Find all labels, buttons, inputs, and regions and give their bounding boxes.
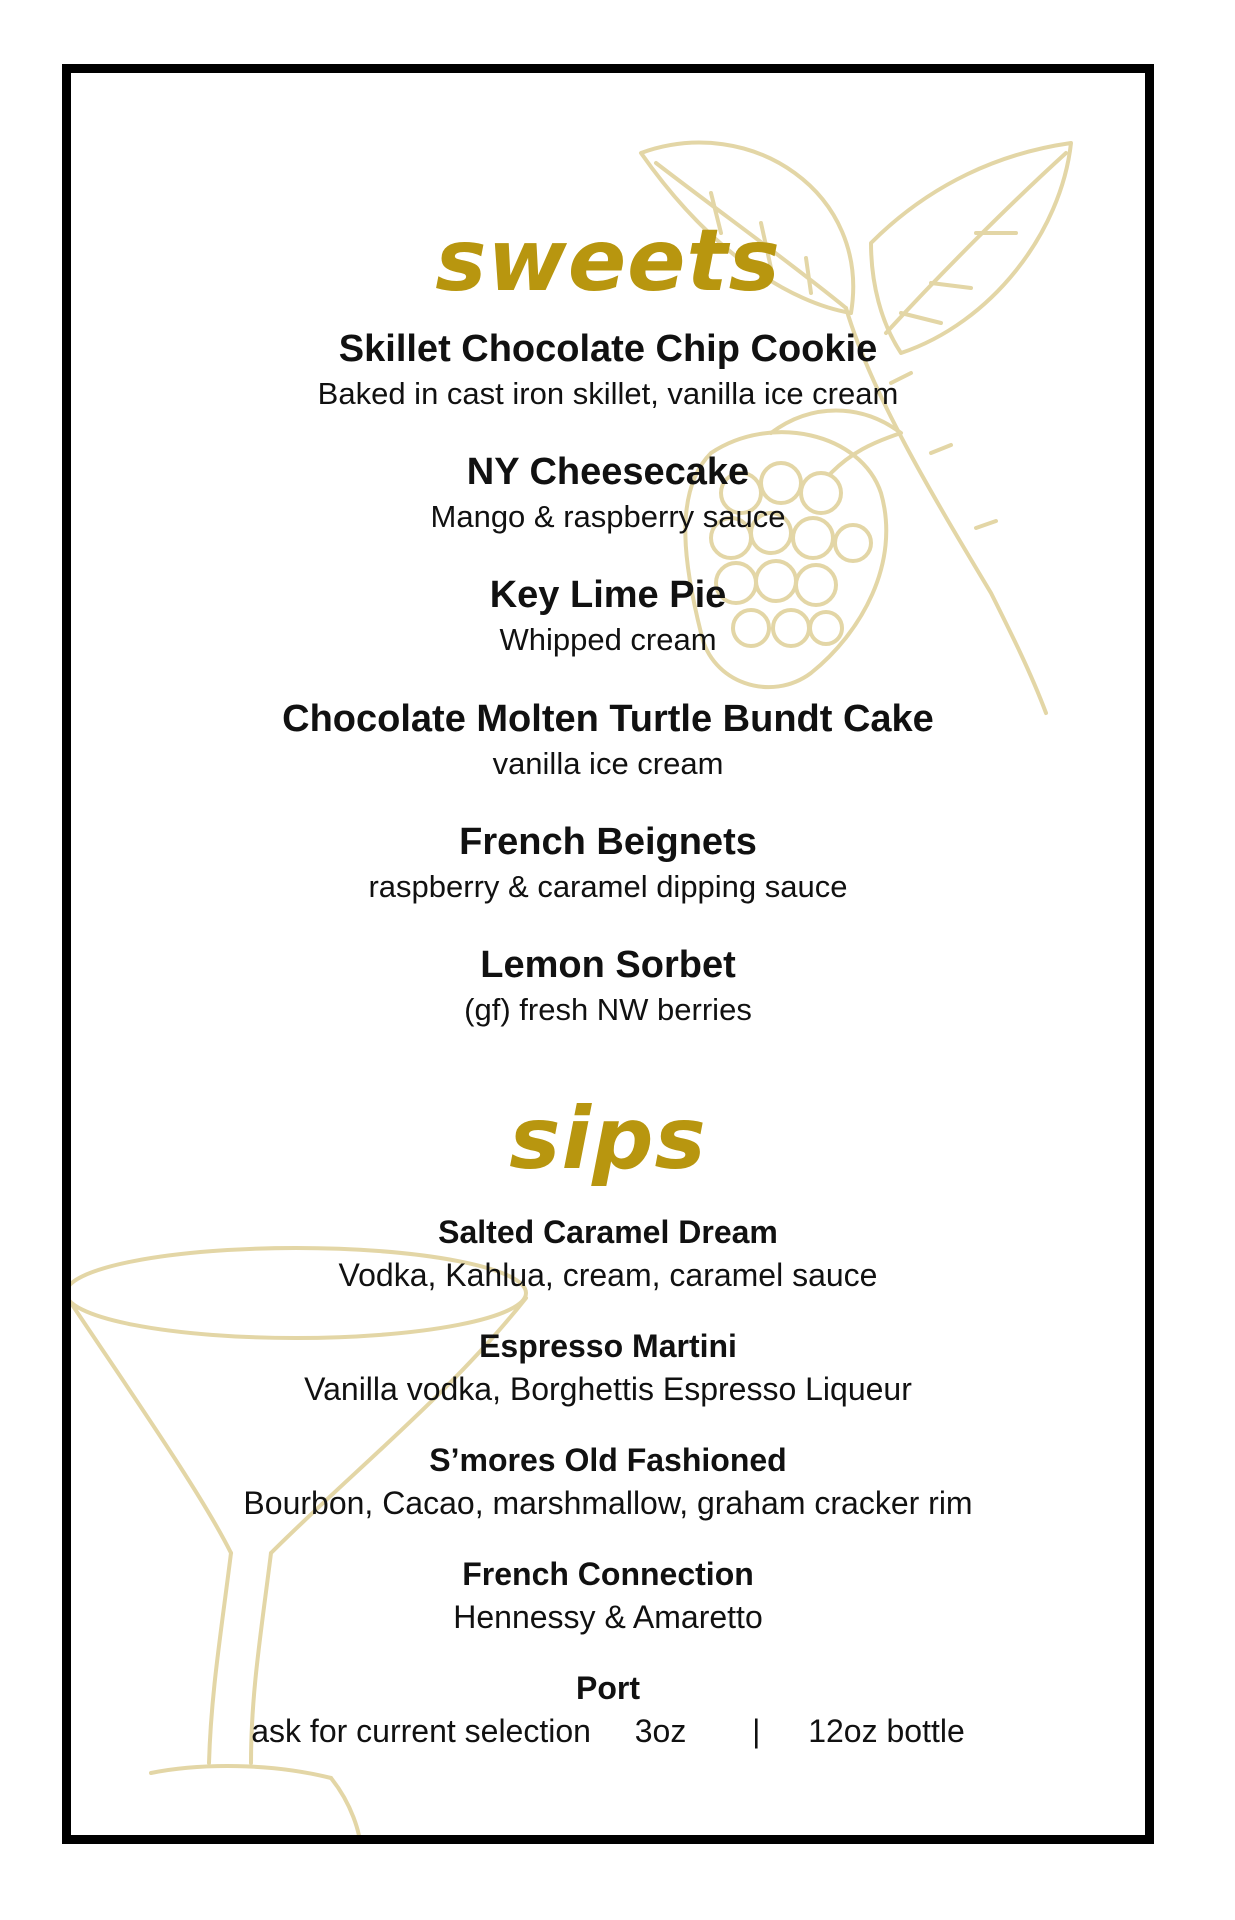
- item-description: vanilla ice cream: [492, 746, 724, 781]
- port-separator: |: [752, 1713, 761, 1749]
- item-description: Vanilla vodka, Borghettis Espresso Liqueur: [304, 1371, 912, 1407]
- port-selection-note: ask for current selection: [251, 1713, 591, 1749]
- menu-item: [71, 448, 1145, 538]
- item-name: NY Cheesecake: [466, 451, 750, 493]
- drink-item-port: [71, 1667, 1145, 1753]
- item-description: Vodka, Kahlua, cream, caramel sauce: [338, 1257, 878, 1293]
- item-name: Salted Caramel Dream: [438, 1214, 778, 1250]
- item-description: raspberry & caramel dipping sauce: [368, 869, 848, 904]
- drink-item: [71, 1439, 1145, 1525]
- port-details: [71, 1709, 1145, 1753]
- item-name: Chocolate Molten Turtle Bundt Cake: [282, 698, 934, 740]
- item-description: Whipped cream: [499, 622, 717, 657]
- drink-item: [71, 1211, 1145, 1297]
- menu-frame: [62, 64, 1154, 1844]
- menu-item: [71, 325, 1145, 415]
- item-description: Hennessy & Amaretto: [453, 1599, 763, 1635]
- item-name: Skillet Chocolate Chip Cookie: [338, 328, 878, 370]
- item-name: Key Lime Pie: [489, 574, 727, 616]
- menu-item: [71, 695, 1145, 785]
- item-description: Bourbon, Cacao, marshmallow, graham cracker rim: [243, 1485, 973, 1521]
- item-name: Port: [576, 1670, 640, 1706]
- item-description: Baked in cast iron skillet, vanilla ice cream: [317, 376, 899, 411]
- menu-item: [71, 941, 1145, 1031]
- item-name: Lemon Sorbet: [480, 944, 736, 986]
- menu-item: [71, 571, 1145, 661]
- menu-content: [71, 73, 1145, 1835]
- item-description: Mango & raspberry sauce: [430, 499, 786, 534]
- drink-item: [71, 1553, 1145, 1639]
- item-name: Espresso Martini: [479, 1328, 737, 1364]
- sips-heading: sips: [509, 1089, 707, 1189]
- port-bottle-size: 12oz bottle: [808, 1713, 965, 1749]
- item-name: French Beignets: [459, 821, 757, 863]
- sweets-heading: sweets: [435, 211, 781, 311]
- menu-item: [71, 818, 1145, 908]
- item-description: (gf) fresh NW berries: [464, 992, 752, 1027]
- port-glass-size: 3oz: [634, 1713, 687, 1749]
- item-name: French Connection: [462, 1556, 754, 1592]
- item-name: S’mores Old Fashioned: [429, 1442, 787, 1478]
- drink-item: [71, 1325, 1145, 1411]
